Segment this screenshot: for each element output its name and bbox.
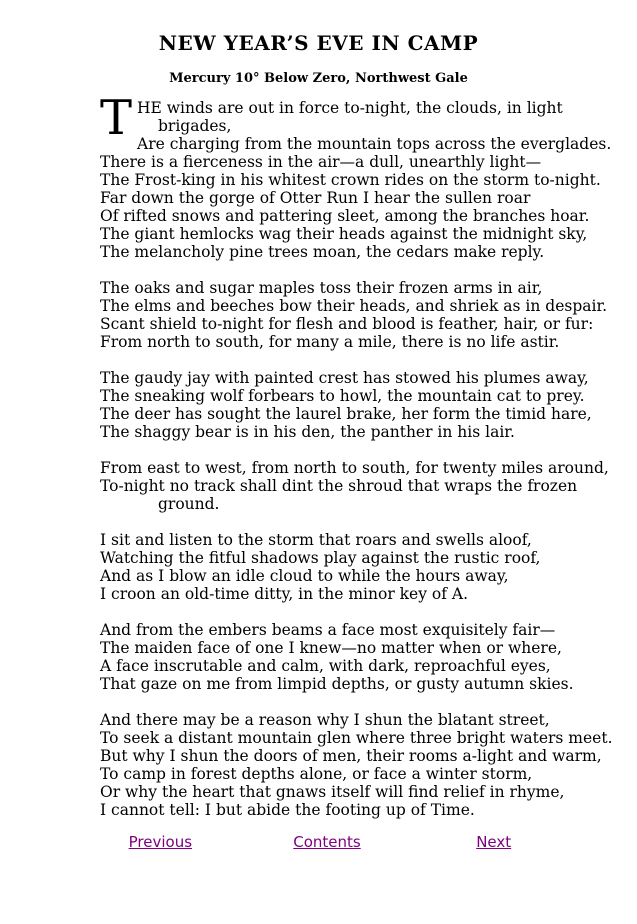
poem-line: The sneaking wolf forbears to howl, the mountain cat to prey. xyxy=(100,387,585,405)
poem-line: brigades, xyxy=(158,117,232,135)
poem-line: From north to south, for many a mile, there is no life astir. xyxy=(100,333,560,351)
nav-cell-next xyxy=(410,833,577,851)
drop-cap: T xyxy=(100,90,133,146)
stanza xyxy=(100,369,597,441)
poem-line: The gaudy jay with painted crest has stowed his plumes away, xyxy=(100,369,589,387)
poem-line: Are charging from the mountain tops across the everglades. xyxy=(137,135,612,153)
nav-cell-previous xyxy=(77,833,244,851)
poem xyxy=(100,90,613,819)
poem-line: Far down the gorge of Otter Run I hear the sullen roar xyxy=(100,189,531,207)
poem-line: The shaggy bear is in his den, the panther in his lair. xyxy=(100,423,515,441)
poem-line: To-night no track shall dint the shroud that wraps the frozen xyxy=(100,477,578,495)
poem-line: The deer has sought the laurel brake, her form the timid hare, xyxy=(100,405,592,423)
poem-line: Of rifted snows and pattering sleet, among the branches hoar. xyxy=(100,207,590,225)
stanza xyxy=(100,531,597,603)
poem-line: I croon an old-time ditty, in the minor key of A. xyxy=(100,585,469,603)
page-title: NEW YEAR’S EVE IN CAMP xyxy=(158,31,479,55)
poem-line: That gaze on me from limpid depths, or gusty autumn skies. xyxy=(100,675,574,693)
stanza xyxy=(100,711,613,819)
page-subtitle: Mercury 10° Below Zero, Northwest Gale xyxy=(169,71,468,86)
previous-link[interactable]: Previous xyxy=(128,833,193,851)
poem-line: I cannot tell: I but abide the footing up of Time. xyxy=(100,801,475,819)
stanza xyxy=(100,279,608,351)
poem-line: The Frost-king in his whitest crown rides on the storm to-night. xyxy=(100,171,601,189)
poem-line: Scant shield to-night for flesh and blood is feather, hair, or fur: xyxy=(100,315,594,333)
poem-line: To camp in forest depths alone, or face a winter storm, xyxy=(100,765,533,783)
poem-line: The melancholy pine trees moan, the cedars make reply. xyxy=(100,243,545,261)
poem-line: The elms and beeches bow their heads, and shriek as in despair. xyxy=(100,297,608,315)
poem-line: And there may be a reason why I shun the blatant street, xyxy=(100,711,550,729)
poem-line: THE winds are out in force to-night, the clouds, in light xyxy=(100,90,563,146)
poem-line: ground. xyxy=(158,495,220,513)
poem-line: But why I shun the doors of men, their rooms a-light and warm, xyxy=(100,747,602,765)
poem-line: There is a fierceness in the air—a dull, unearthly light— xyxy=(100,153,542,171)
poem-line: I sit and listen to the storm that roars and swells aloof, xyxy=(100,531,532,549)
stanza xyxy=(100,459,609,513)
poem-line: The maiden face of one I knew—no matter when or where, xyxy=(100,639,562,657)
poem-line: And as I blow an idle cloud to while the hours away, xyxy=(100,567,509,585)
poem-line: A face inscrutable and calm, with dark, reproachful eyes, xyxy=(100,657,551,675)
contents-link[interactable]: Contents xyxy=(293,833,361,851)
poem-line: The oaks and sugar maples toss their frozen arms in air, xyxy=(100,279,543,297)
poem-line: And from the embers beams a face most exquisitely fair— xyxy=(100,621,556,639)
nav-cell-contents xyxy=(244,833,411,851)
stanza xyxy=(100,621,597,693)
poem-line: Watching the fitful shadows play against the rustic roof, xyxy=(100,549,541,567)
poem-line: To seek a distant mountain glen where three bright waters meet. xyxy=(100,729,613,747)
stanza xyxy=(100,90,612,261)
poem-line: The giant hemlocks wag their heads against the midnight sky, xyxy=(100,225,588,243)
poem-line: From east to west, from north to south, for twenty miles around, xyxy=(100,459,609,477)
poem-line: Or why the heart that gnaws itself will find relief in rhyme, xyxy=(100,783,565,801)
next-link[interactable]: Next xyxy=(476,833,512,851)
footer-nav xyxy=(77,833,577,851)
